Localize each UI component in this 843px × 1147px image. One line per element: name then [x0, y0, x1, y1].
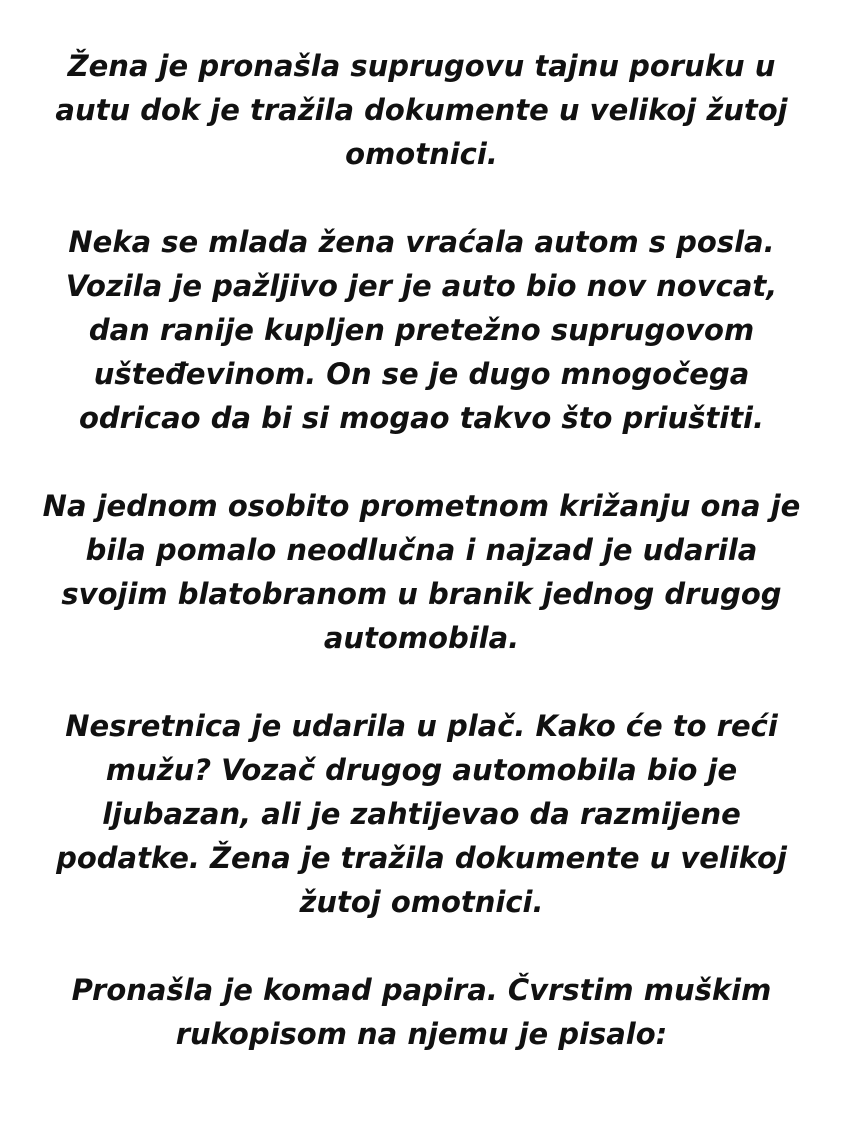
story-paragraph	[20, 220, 823, 440]
text-line: žutoj omotnici.	[299, 885, 544, 919]
text-line: ušteđevinom. On se je dugo mnogočega	[93, 357, 750, 391]
story-paragraph	[20, 704, 823, 924]
text-line: autu dok je tražila dokumente u velikoj žutoj	[55, 93, 788, 127]
text-line: podatke. Žena je tražila dokumente u velikoj	[56, 841, 787, 875]
text-line: Neka se mlada žena vraćala autom s posla.	[68, 225, 775, 259]
text-line: Na jednom osobito prometnom križanju ona je	[42, 489, 801, 523]
text-line: automobila.	[323, 621, 520, 655]
text-line: ljubazan, ali je zahtijevao da razmijene	[102, 797, 741, 831]
text-line: odricao da bi si mogao takvo što priuštiti.	[78, 401, 765, 435]
text-line: Žena je pronašla suprugovu tajnu poruku u	[67, 49, 776, 83]
text-line: bila pomalo neodlučna i najzad je udarila	[85, 533, 758, 567]
text-line: rukopisom na njemu je pisalo:	[175, 1017, 668, 1051]
story-paragraph	[20, 484, 823, 660]
story-paragraph	[20, 968, 823, 1056]
text-line: omotnici.	[345, 137, 498, 171]
text-line: dan ranije kupljen pretežno suprugovom	[88, 313, 755, 347]
text-line: Pronašla je komad papira. Čvrstim muškim	[71, 973, 772, 1007]
story-title-paragraph	[20, 44, 823, 176]
text-line: svojim blatobranom u branik jednog drugog	[61, 577, 782, 611]
text-line: mužu? Vozač drugog automobila bio je	[105, 753, 738, 787]
text-line: Vozila je pažljivo jer je auto bio nov novcat,	[65, 269, 778, 303]
text-line: Nesretnica je udarila u plač. Kako će to reći	[65, 709, 778, 743]
